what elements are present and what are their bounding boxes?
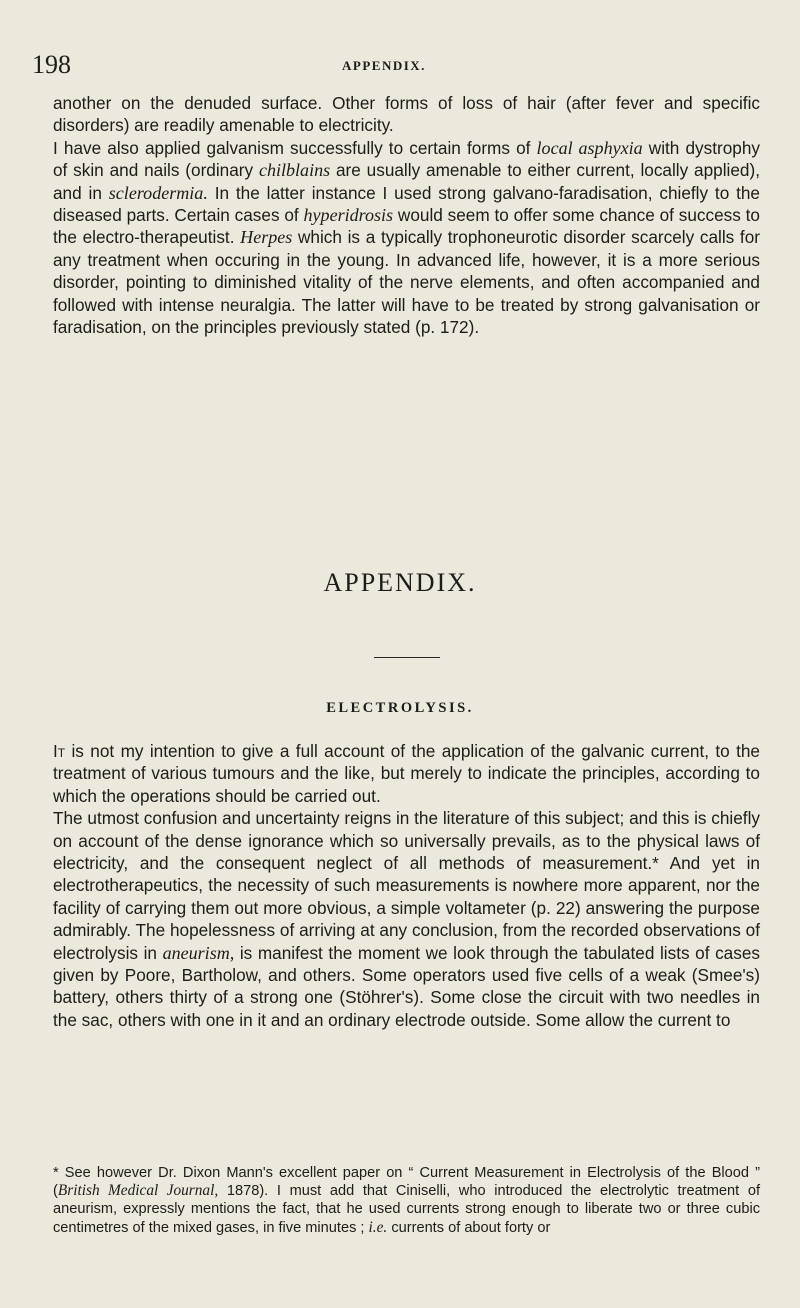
title-rule [374, 657, 440, 658]
term-aneurism: aneurism, [162, 942, 235, 963]
term-chilblains: chilblains [258, 160, 331, 181]
abbrev-ie: i.e. [368, 1218, 388, 1236]
page-header [32, 50, 760, 80]
footnote: * See however Dr. Dixon Mann's excellent paper on “ Current Measurement in Electrolysis of the Blood ” (British Medical Journal, 1878). I must add that Ciniselli, who introduced the electrolytic treatment of aneurism, expressly mentions the fact, that he used currents strong enough to liberate two or three cubic centimetres of the mixed gases, in five minutes ; i.e. currents of about forty or [53, 1165, 761, 1236]
paragraph-galvanism: I have also applied galvanism successfully to certain forms of local asphyxia with dystrophy of skin and nails (ordinary chilblains are usually amenable to either current, locally applied), and in sclerodermia. In the latter instance I used strong galvano-faradisation, chiefly to the diseased parts. Certain cases of hyperidrosis would seem to offer some chance of success to the electro-therapeutist. Herpes which is a typically trophoneurotic disorder scarcely calls for any treatment when occuring in the young. In advanced life, however, it is a more serious disorder, pointing to diminished vitality of the nerve elements, and often accompanied and followed with intense neuralgia. The latter will have to be treated by strong galvanisation or faradisation, on the principles previously stated (p. 172). [53, 137, 760, 338]
section-title: ELECTROLYSIS. [326, 700, 474, 716]
running-head: APPENDIX. [342, 58, 426, 73]
electrolysis-text [53, 740, 760, 1031]
paragraph-intention: It is not my intention to give a full account of the application of the galvanic current, to the treatment of various tumours and the like, but merely to indicate the principles, according to which the operations should be carried out. [53, 741, 760, 806]
journal-title: British Medical Journal, [57, 1182, 219, 1200]
page-number: 198 [32, 50, 71, 79]
term-hyperidrosis: hyperidrosis [303, 205, 394, 226]
continued-text [53, 92, 760, 338]
paragraph-confusion: The utmost confusion and uncertainty reigns in the literature of this subject; and this is chiefly on account of the dense ignorance which so universally prevails, as to the physical laws of electricity, and the consequent neglect of all methods of measurement.* And yet in electrotherapeutics, the necessity of such measurements is nowhere more apparent, nor the facility of carrying them out more obvious, a simple voltameter (p. 22) answering the purpose admirably. The hopelessness of arriving at any conclusion, from the recorded observations of electrolysis in aneurism, is manifest the moment we look through the tabulated lists of cases given by Poore, Bartholow, and others. Some operators used five cells of a weak (Smee's) battery, others thirty of a strong one (Stöhrer's). Some close the circuit with two needles in the sac, others with one in it and an ordinary electrode outside. Some allow the current to [53, 808, 760, 1030]
drop-cap-word: It [53, 741, 66, 761]
term-local-asphyxia: local asphyxia [536, 137, 643, 158]
term-sclerodermia: sclerodermia. [108, 182, 208, 203]
appendix-title: APPENDIX. [323, 568, 477, 597]
paragraph-hair: another on the denuded surface. Other forms of loss of hair (after fever and specific disorders) are readily amenable to electricity. [53, 93, 760, 136]
term-herpes: Herpes [240, 227, 293, 248]
